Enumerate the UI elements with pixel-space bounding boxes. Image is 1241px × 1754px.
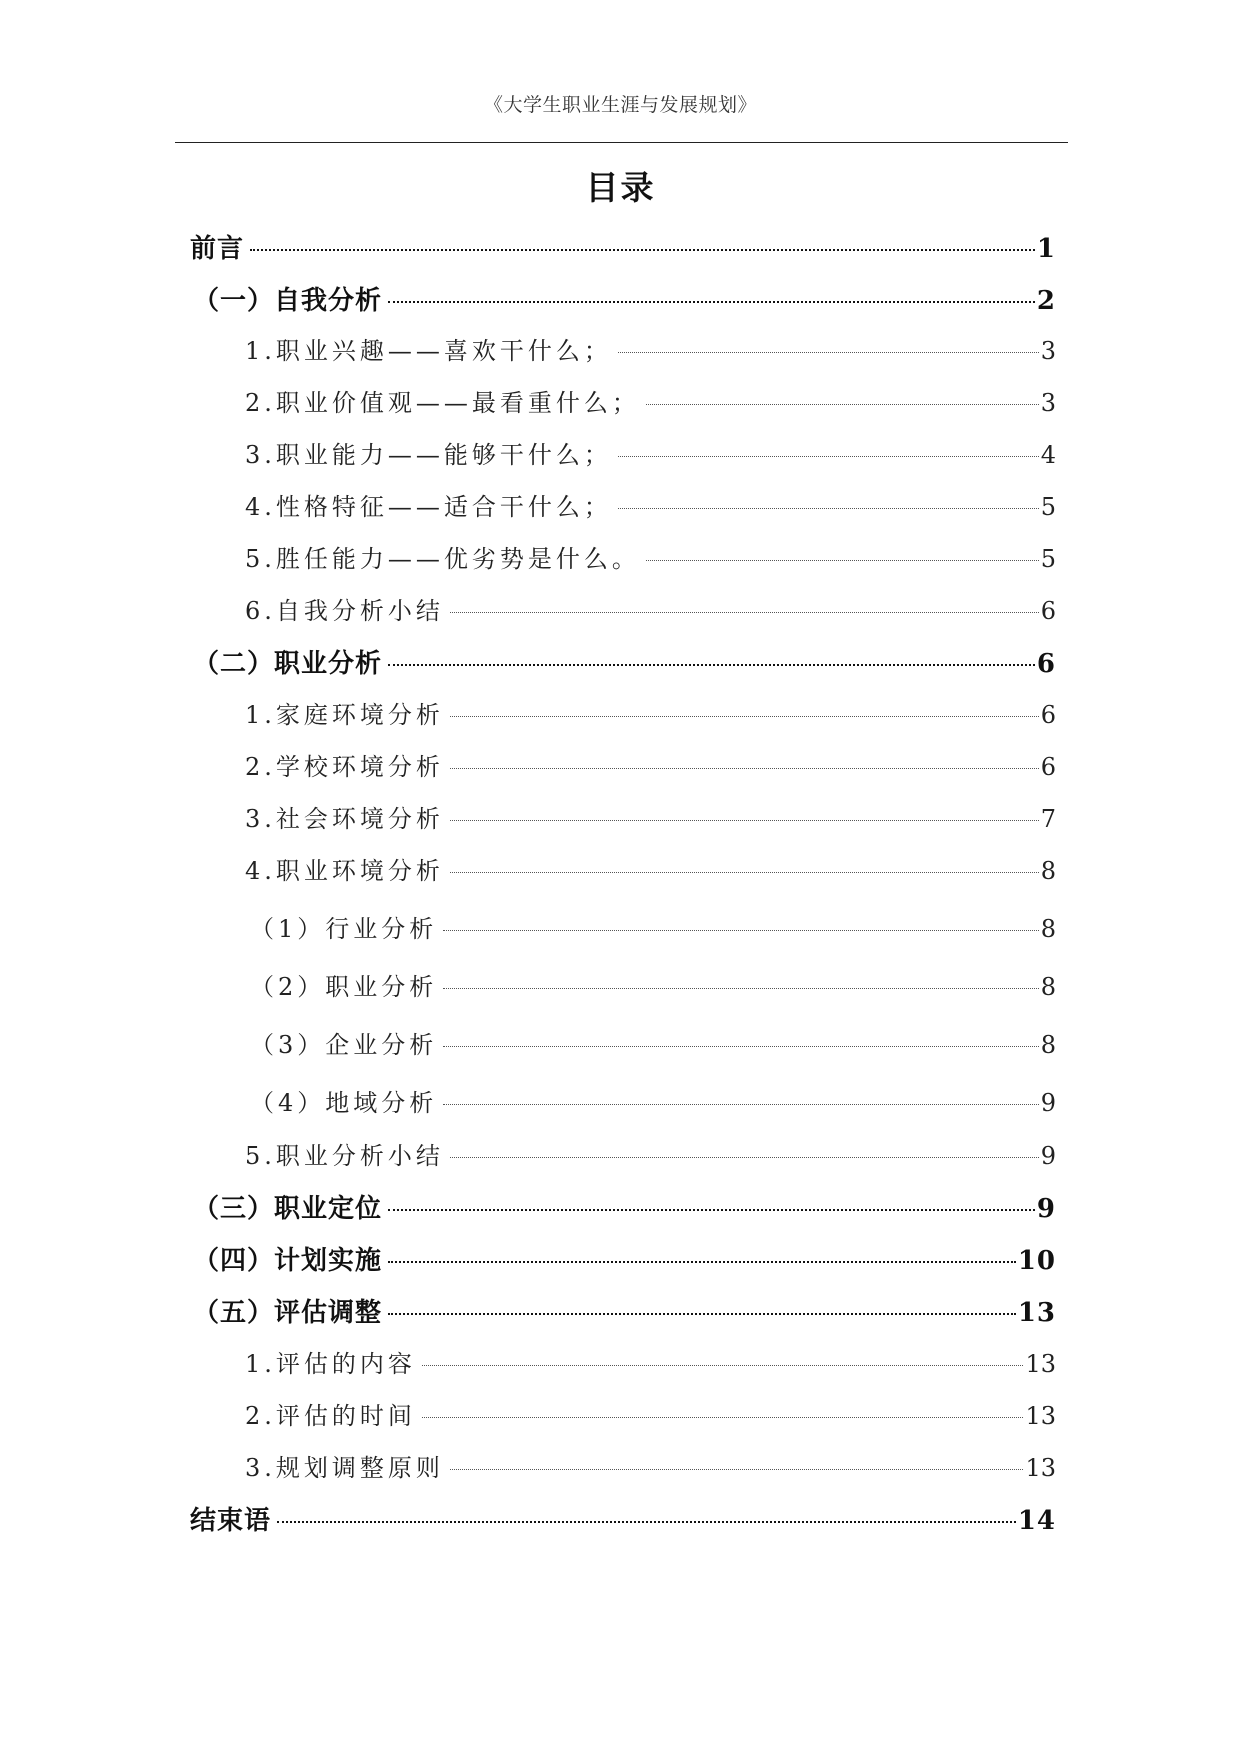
toc-entry-label: 4.职业环境分析 xyxy=(245,857,444,885)
toc-entry-family-env[interactable] xyxy=(245,695,1056,730)
toc-entry-career-interest[interactable] xyxy=(245,331,1056,366)
dot-leader xyxy=(443,1046,1038,1047)
toc-entry-page: 8 xyxy=(1040,1031,1056,1059)
toc-entry-label: （二）职业分析 xyxy=(193,649,383,679)
toc-entry-label: （2）职业分析 xyxy=(250,973,438,1001)
toc-entry-page: 2 xyxy=(1036,286,1056,316)
toc-entry-page: 8 xyxy=(1040,973,1056,1001)
toc-entry-page: 6 xyxy=(1036,649,1056,679)
dot-leader xyxy=(450,612,1039,613)
toc-entry-region-analysis[interactable] xyxy=(250,1083,1056,1118)
dot-leader xyxy=(250,249,1035,251)
toc-entry-evaluation-adjustment[interactable] xyxy=(193,1292,1056,1329)
toc-entry-enterprise-analysis[interactable] xyxy=(250,1025,1056,1060)
dot-leader xyxy=(450,716,1039,717)
toc-entry-career-positioning[interactable] xyxy=(193,1188,1056,1225)
toc-entry-page: 6 xyxy=(1040,597,1056,625)
dot-leader xyxy=(422,1365,1024,1366)
toc-entry-label: （三）职业定位 xyxy=(193,1194,383,1224)
dot-leader xyxy=(388,1261,1016,1263)
toc-entry-career-analysis[interactable] xyxy=(193,643,1056,680)
dot-leader xyxy=(277,1521,1016,1523)
dot-leader xyxy=(388,664,1035,666)
toc-entry-page: 13 xyxy=(1025,1350,1056,1378)
toc-entry-personality[interactable] xyxy=(245,487,1056,522)
toc-entry-label: 结束语 xyxy=(190,1506,272,1536)
toc-entry-page: 8 xyxy=(1040,857,1056,885)
toc-entry-label: 3.社会环境分析 xyxy=(245,805,444,833)
toc-entry-label: 2.学校环境分析 xyxy=(245,753,444,781)
dot-leader xyxy=(443,930,1038,931)
toc-entry-label: 5.职业分析小结 xyxy=(245,1142,444,1170)
toc-entry-career-env[interactable] xyxy=(245,851,1056,886)
dot-leader xyxy=(450,1157,1039,1158)
dot-leader xyxy=(388,1209,1035,1211)
toc-entry-career-summary[interactable] xyxy=(245,1136,1056,1171)
toc-entry-page: 14 xyxy=(1017,1506,1056,1536)
toc-entry-preface[interactable] xyxy=(190,228,1056,265)
dot-leader xyxy=(618,352,1039,353)
dot-leader xyxy=(450,768,1039,769)
toc-entry-plan-implementation[interactable] xyxy=(193,1240,1056,1277)
toc-entry-page: 13 xyxy=(1017,1298,1056,1328)
toc-entry-label: （四）计划实施 xyxy=(193,1246,383,1276)
toc-entry-social-env[interactable] xyxy=(245,799,1056,834)
dot-leader xyxy=(646,560,1039,561)
dot-leader xyxy=(450,820,1039,821)
toc-entry-label: 2.评估的时间 xyxy=(245,1402,416,1430)
toc-entry-page: 13 xyxy=(1025,1402,1056,1430)
toc-entry-occupation-analysis[interactable] xyxy=(250,967,1056,1002)
toc-entry-page: 10 xyxy=(1017,1246,1056,1276)
toc-entry-label: 1.职业兴趣——喜欢干什么； xyxy=(245,337,612,365)
toc-entry-label: （一）自我分析 xyxy=(193,286,383,316)
dot-leader xyxy=(646,404,1039,405)
dot-leader xyxy=(443,988,1038,989)
toc-entry-page: 1 xyxy=(1036,234,1056,264)
toc-entry-page: 9 xyxy=(1036,1194,1056,1224)
toc-entry-page: 13 xyxy=(1025,1454,1056,1482)
toc-entry-label: （3）企业分析 xyxy=(250,1031,438,1059)
toc-entry-page: 8 xyxy=(1040,915,1056,943)
toc-entry-evaluation-time[interactable] xyxy=(245,1396,1056,1431)
toc-entry-label: 3.规划调整原则 xyxy=(245,1454,444,1482)
toc-entry-label: （五）评估调整 xyxy=(193,1298,383,1328)
toc-entry-label: （1）行业分析 xyxy=(250,915,438,943)
dot-leader xyxy=(443,1104,1038,1105)
running-header: 《大学生职业生涯与发展规划》 xyxy=(483,94,757,116)
toc-entry-career-ability[interactable] xyxy=(245,435,1056,470)
dot-leader xyxy=(618,508,1039,509)
toc-entry-self-summary[interactable] xyxy=(245,591,1056,626)
dot-leader xyxy=(618,456,1039,457)
toc-title: 目录 xyxy=(585,168,656,207)
toc-entry-label: 4.性格特征——适合干什么； xyxy=(245,493,612,521)
toc-entry-label: 5.胜任能力——优劣势是什么。 xyxy=(245,545,640,573)
toc-entry-page: 7 xyxy=(1040,805,1056,833)
toc-entry-career-values[interactable] xyxy=(245,383,1056,418)
toc-entry-label: （4）地域分析 xyxy=(250,1089,438,1117)
dot-leader xyxy=(422,1417,1024,1418)
toc-entry-page: 6 xyxy=(1040,753,1056,781)
dot-leader xyxy=(450,872,1039,873)
toc-entry-competency[interactable] xyxy=(245,539,1056,574)
toc-entry-label: 6.自我分析小结 xyxy=(245,597,444,625)
toc-entry-page: 9 xyxy=(1040,1089,1056,1117)
toc-entry-page: 3 xyxy=(1040,337,1056,365)
toc-entry-page: 9 xyxy=(1040,1142,1056,1170)
toc-entry-page: 5 xyxy=(1040,545,1056,573)
toc-entry-label: 2.职业价值观——最看重什么； xyxy=(245,389,640,417)
toc-entry-evaluation-content[interactable] xyxy=(245,1344,1056,1379)
toc-entry-school-env[interactable] xyxy=(245,747,1056,782)
dot-leader xyxy=(388,1313,1016,1315)
toc-entry-adjustment-principles[interactable] xyxy=(245,1448,1056,1483)
toc-entry-industry-analysis[interactable] xyxy=(250,909,1056,944)
toc-entry-label: 前言 xyxy=(190,234,245,264)
toc-entry-conclusion[interactable] xyxy=(190,1500,1056,1537)
dot-leader xyxy=(388,301,1035,303)
toc-entry-page: 4 xyxy=(1040,441,1056,469)
toc-entry-page: 6 xyxy=(1040,701,1056,729)
toc-entry-page: 3 xyxy=(1040,389,1056,417)
toc-entry-label: 1.评估的内容 xyxy=(245,1350,416,1378)
toc-entry-page: 5 xyxy=(1040,493,1056,521)
toc-entry-label: 1.家庭环境分析 xyxy=(245,701,444,729)
dot-leader xyxy=(450,1469,1024,1470)
toc-entry-self-analysis[interactable] xyxy=(193,280,1056,317)
toc-entry-label: 3.职业能力——能够干什么； xyxy=(245,441,612,469)
